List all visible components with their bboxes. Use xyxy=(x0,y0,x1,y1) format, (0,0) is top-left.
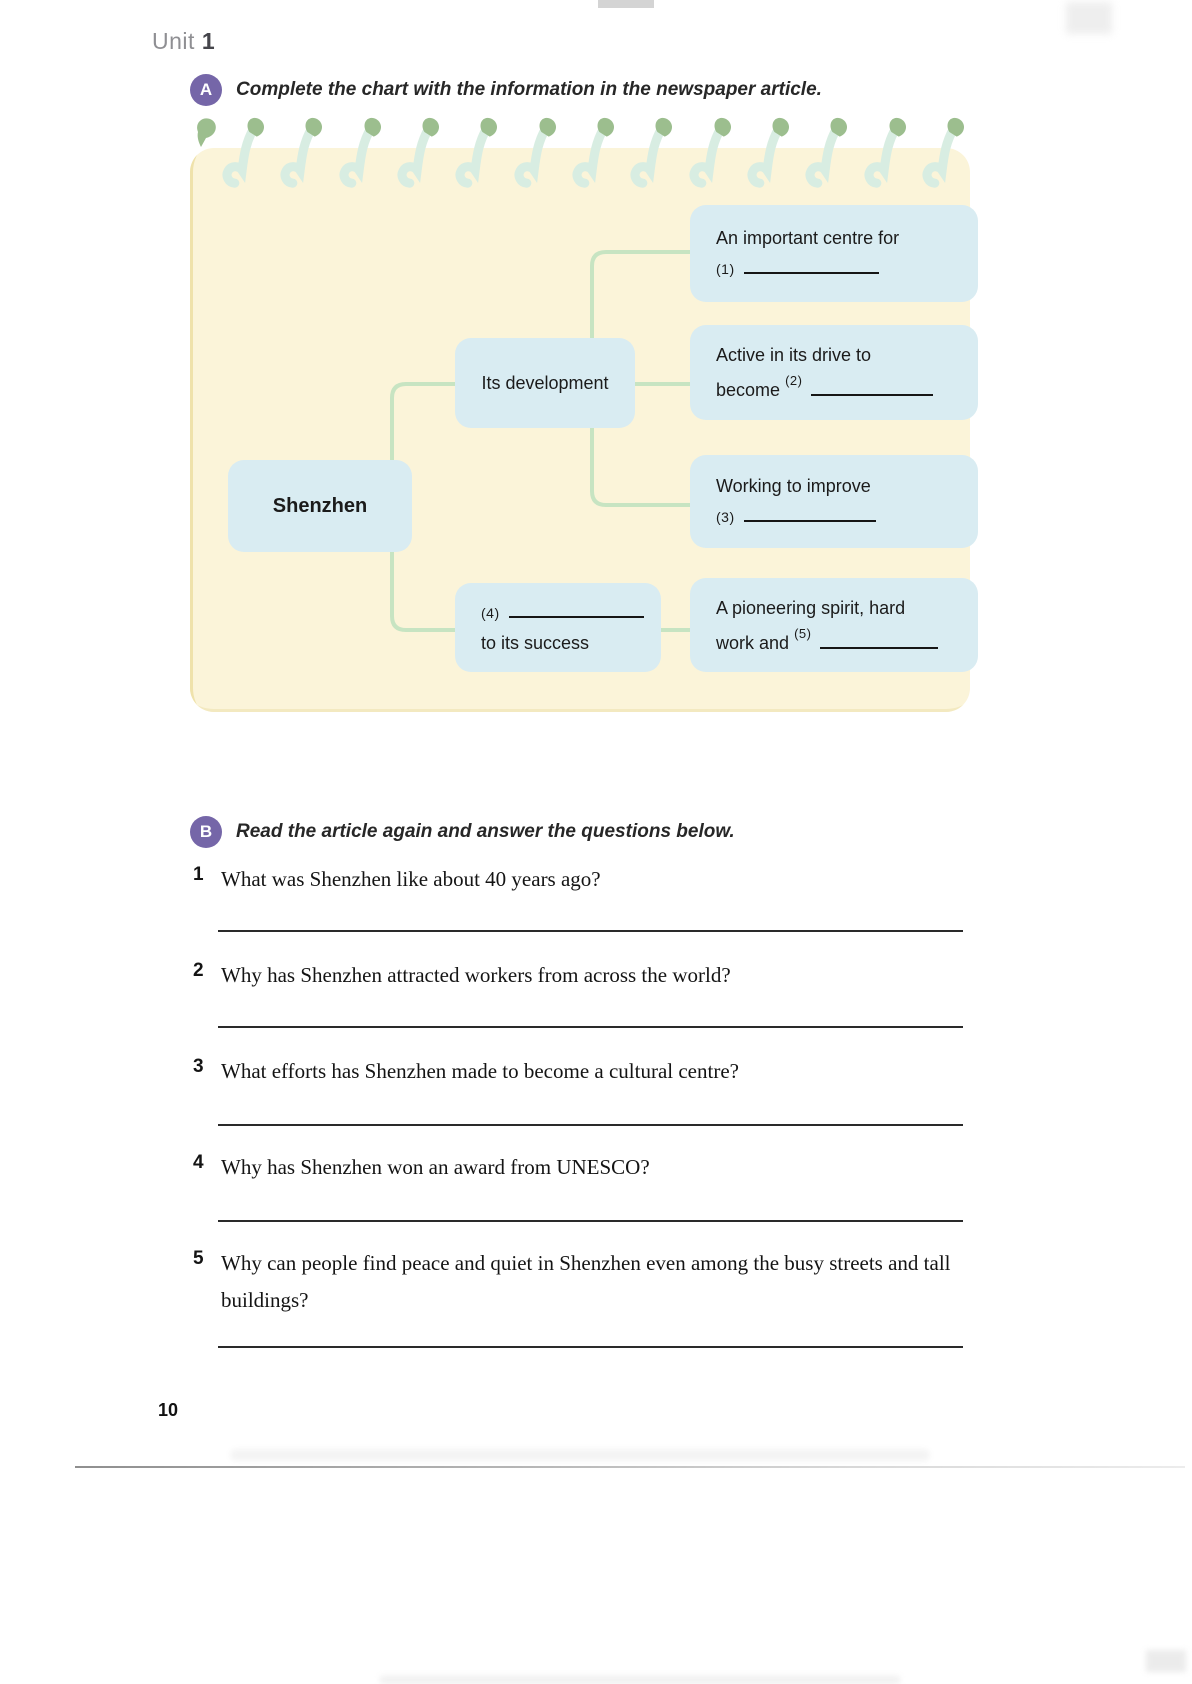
blank-marker-3: (3) xyxy=(716,509,735,525)
section-b-badge xyxy=(190,816,222,848)
binder-ring-icon xyxy=(864,114,906,192)
question-text: What was Shenzhen like about 40 years ago? xyxy=(221,867,601,891)
chart-node-spirit xyxy=(690,578,978,672)
section-a-letter: A xyxy=(199,80,213,99)
node-line: An important centre for xyxy=(716,228,900,248)
question-number: 5 xyxy=(193,1248,204,1269)
binder-ring-icon xyxy=(397,114,439,192)
binder-ring-icon xyxy=(222,114,264,192)
blank-marker-2: (2) xyxy=(785,373,803,388)
question-number: 3 xyxy=(193,1056,204,1077)
answer-line xyxy=(218,1026,963,1028)
blank-marker-5: (5) xyxy=(794,625,812,641)
binder-ring-icon xyxy=(339,114,381,192)
section-b-instruction: Read the article again and answer the questions below. xyxy=(236,821,735,842)
chart-node-improve xyxy=(690,455,978,548)
question-number: 4 xyxy=(193,1152,204,1173)
node-line: Working to improve xyxy=(716,476,871,496)
question-text: Why has Shenzhen won an award from UNESCO? xyxy=(221,1155,650,1179)
node-line xyxy=(716,501,978,532)
unit-label: Unit xyxy=(152,28,195,54)
binder-ring-icon xyxy=(922,114,964,192)
binder-ring-icon xyxy=(280,114,322,192)
scan-artifact xyxy=(1146,1650,1186,1672)
node-line: A pioneering spirit, hard xyxy=(716,597,906,618)
blank-marker-1: (1) xyxy=(716,261,735,277)
binder-ring-icon xyxy=(630,114,672,192)
answer-line xyxy=(218,1346,963,1348)
question-number: 1 xyxy=(193,864,204,885)
binder-ring-icon xyxy=(805,114,847,192)
chart-node-centre xyxy=(690,205,978,302)
scan-artifact xyxy=(1066,2,1112,34)
page-number: 10 xyxy=(158,1400,179,1420)
node-label: Shenzhen xyxy=(272,495,368,517)
section-b-letter: B xyxy=(199,822,213,841)
chart-node-shenzhen xyxy=(228,460,412,552)
question-text: Why can people find peace and quiet in Shenzhen even among the busy streets and tall buildings? xyxy=(221,1251,951,1312)
answer-line xyxy=(218,1220,963,1222)
question-number: 2 xyxy=(193,960,204,981)
node-line: become $^{(2)}$ xyxy=(716,370,978,405)
question-text: What efforts has Shenzhen made to become a cultural centre? xyxy=(221,1059,739,1083)
binder-ring-icon xyxy=(514,114,556,192)
node-line: to its success xyxy=(481,633,590,653)
answer-blank-1 xyxy=(744,258,879,274)
node-line: Active in its drive to xyxy=(716,345,872,365)
node-line xyxy=(481,597,661,628)
unit-header xyxy=(152,28,215,55)
scan-artifact xyxy=(380,1676,900,1684)
unit-number: 1 xyxy=(201,28,216,54)
answer-blank-5 xyxy=(820,633,938,649)
answer-line xyxy=(218,930,963,932)
binder-ring-icon xyxy=(572,114,614,192)
section-a-badge xyxy=(190,74,222,106)
section-a-instruction: Complete the chart with the information in the newspaper article. xyxy=(236,79,822,100)
chart-node-drive xyxy=(690,325,978,420)
chart-node-key xyxy=(455,583,661,672)
answer-line xyxy=(218,1124,963,1126)
binder-ring-icon xyxy=(455,114,497,192)
binder-ring-icon xyxy=(689,114,731,192)
node-label: Its development xyxy=(481,373,609,393)
blank-marker-4: (4) xyxy=(481,605,500,621)
footer-rule xyxy=(75,1466,1185,1468)
answer-blank-3 xyxy=(744,506,876,522)
node-line: work and $^{(5)}$ xyxy=(716,623,978,658)
question-text: Why has Shenzhen attracted workers from across the world? xyxy=(221,963,731,987)
binder-ring-icon xyxy=(747,114,789,192)
node-line xyxy=(716,253,978,284)
answer-blank-2 xyxy=(811,380,933,396)
answer-blank-4 xyxy=(509,602,644,618)
binder-rings xyxy=(222,114,964,194)
bleed-through-ghost xyxy=(230,1449,930,1461)
binder-ring-icon xyxy=(194,118,220,196)
chart-node-development xyxy=(455,338,635,428)
scan-artifact xyxy=(598,0,654,8)
